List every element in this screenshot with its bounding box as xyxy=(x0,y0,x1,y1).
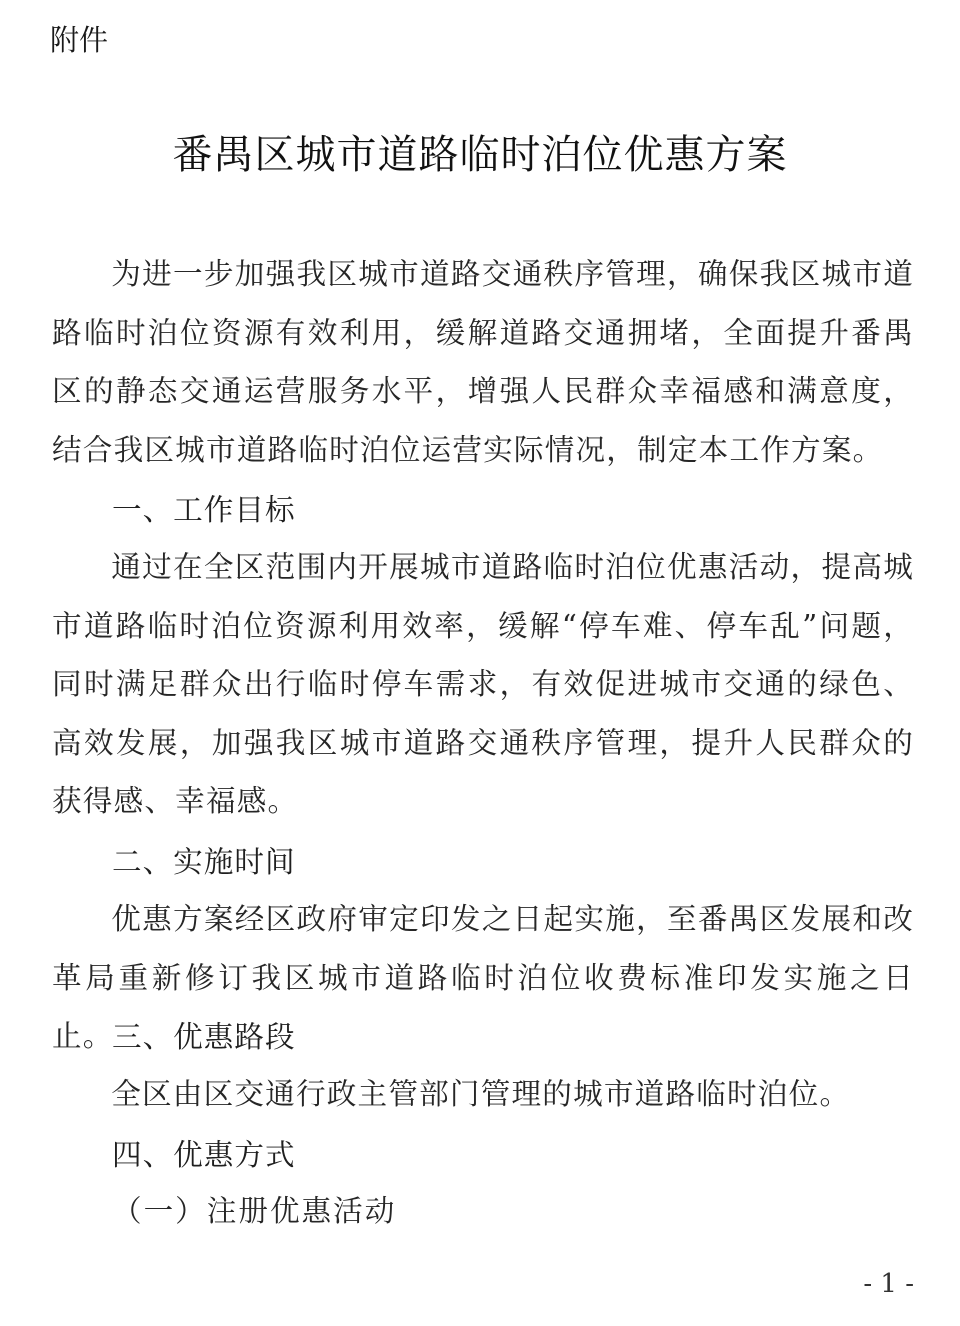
section-1-body: 通过在全区范围内开展城市道路临时泊位优惠活动，提高城市道路临时泊位资源利用效率，缓解“停车难、停车乱”问题，同时满足群众出行临时停车需求，有效促进城市交通的绿色、高效发展，加强我区城市道路交通秩序管理，提升人民群众的获得感、幸福感。 xyxy=(52,550,914,818)
section-2-heading: 二、实施时间 xyxy=(112,845,296,879)
section-2-body: 优惠方案经区政府审定印发之日起实施，至番禺区发展和改革局重新修订我区城市道路临时泊位收费标准印发实施之日止。 xyxy=(52,902,914,1053)
section-1-heading: 一、工作目标 xyxy=(112,493,296,527)
page-number-text: - 1 - xyxy=(863,1269,914,1299)
intro-paragraph: 为进一步加强我区城市道路交通秩序管理，确保我区城市道路临时泊位资源有效利用，缓解道路交通拥堵，全面提升番禺区的静态交通运营服务水平，增强人民群众幸福感和满意度，结合我区城市道路临时泊位运营实际情况，制定本工作方案。 xyxy=(52,257,914,467)
section-4-heading: 四、优惠方式 xyxy=(112,1138,296,1172)
section-3-body: 全区由区交通行政主管部门管理的城市道路临时泊位。 xyxy=(111,1077,851,1111)
section-4-subheading: （一）注册优惠活动 xyxy=(112,1194,397,1228)
page-number xyxy=(0,1266,960,1302)
document-title: 番禺区城市道路临时泊位优惠方案 xyxy=(172,132,788,178)
attachment-label: 附件 xyxy=(50,23,109,57)
section-3-heading: 三、优惠路段 xyxy=(112,1020,296,1054)
